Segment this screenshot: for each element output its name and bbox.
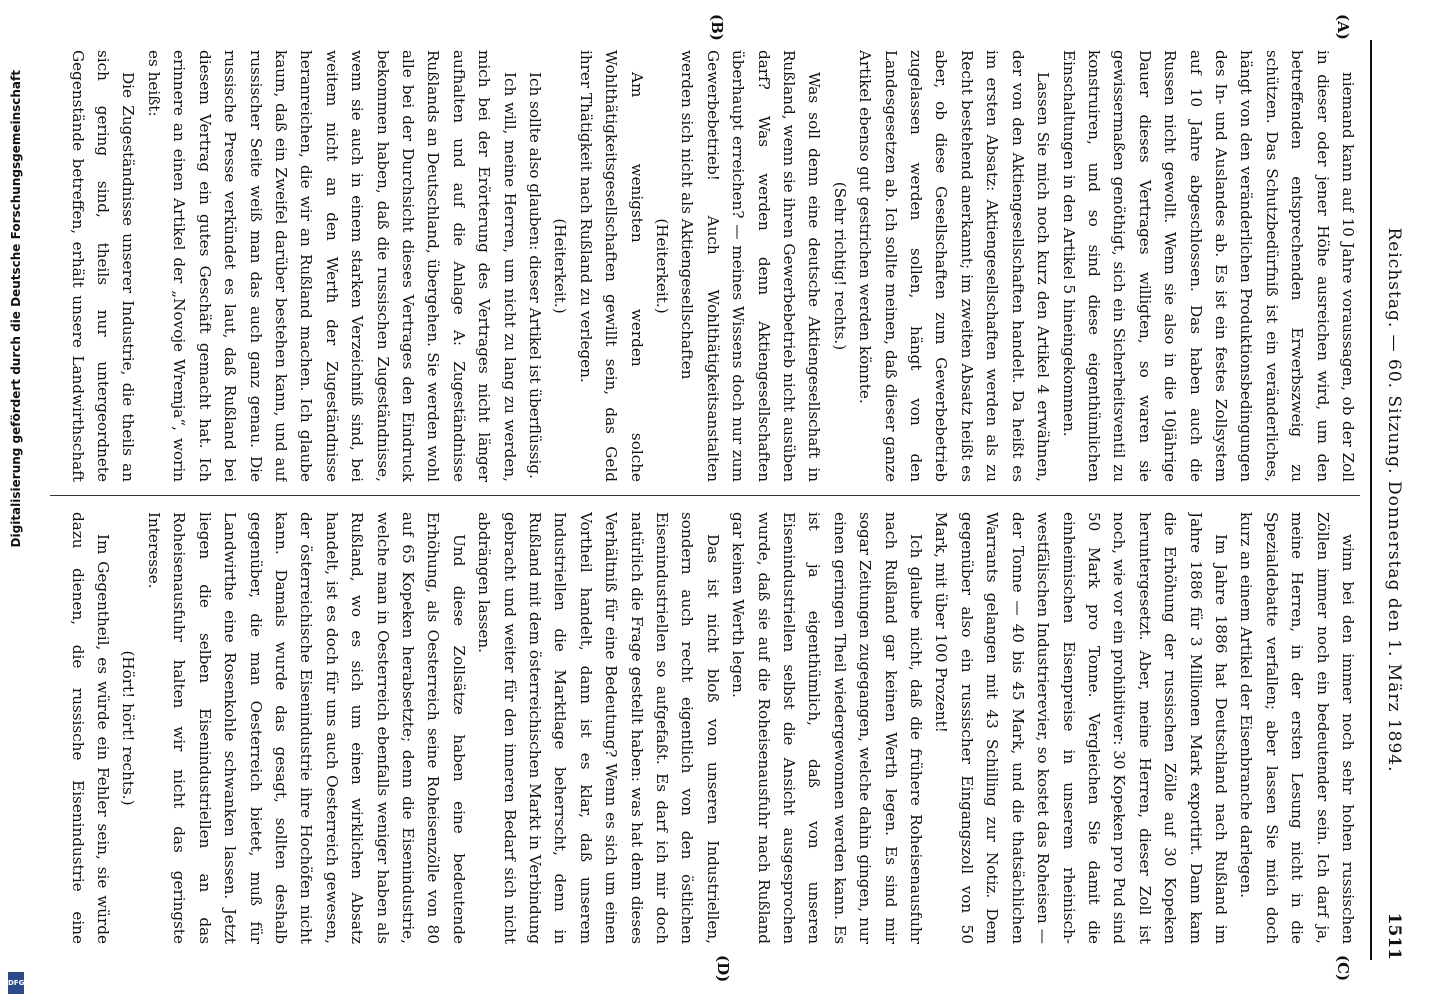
paragraph: niemand kann auf 10 Jahre voraussagen, ob der Zoll in dieser oder jener Höhe ausreichen wird, um den betreffenden entsprechenden Erwerbszweig zu schützen. Das Schutzbedürfniß ist ein veränderliches, hängt von den veränderlichen Produktionsbedingungen des In- und Auslandes ab. Es ist ein festes Zollsystem auf 10 Jahre abgeschlossen. Das haben auch die Russen nicht gewollt. Wenn sie also in die 10jährige Dauer dieses Vertrages willigten, so waren sie gewissermaßen genöthigt, sich ein Sicherheitsventil zu konstruiren, und so sind diese eigenthümlichen Einschaltungen in den Artikel 5 hineingekommen. — [1059, 50, 1357, 482]
marker-b: (B) — [708, 14, 726, 41]
paragraph: Ich sollte also glauben: dieser Artikel ist überflüssig. — [526, 72, 544, 479]
paragraph: (Hört! hört! rechts.) — [119, 650, 138, 806]
page-number: 1511 — [1384, 912, 1404, 960]
paragraph: Im Jahre 1886 hat Deutschland nach Rußland im Jahre 1886 für 3 Millionen Mark exportirt. Dann kam die Erhöhung der russischen Zölle auf 30 Kopeken heruntergesetzt. Aber, meine Herren, dieser Zoll ist noch, wie vor ein prohibitiver: 30 Kopeken pro Pud sind 50 Mark pro Tonne. Vergleichen Sie damit die einheimischen Eisenpreise in unserem rheinisch-westfälischen Industrierevier, so kostet das Roheisen — der Tonne — 40 bis 45 Mark, und die thatsächlichen Warrants gelangen mit 43 Schilling zur Notiz. Dem gegenüber also ein russischer Eingangszoll von 50 Mark, mit über 100 Prozent! — [932, 512, 1230, 944]
marker-c: (C) — [1334, 955, 1352, 982]
paragraph: Was soll denn eine deutsche Aktiengesellschaft in Rußland, wenn sie ihren Gewerbebetrieb nicht ausüben darf? Was werden denn Aktiengesellschaften überhaupt erreichen? — meines Wissens doch nur zum Gewerbebetrieb! Auch Wohlthätigkeitsanstalten werden sich nicht als Aktiengesellschaften — [678, 50, 824, 482]
paragraph: Ich will, meine Herren, um nicht zu lang zu werden, mich bei der Erörterung des Vertrages nicht länger aufhalten und auf die Anlage A: Zugeständnisse Rußlands an Deutschland, übergehen. Sie werden wohl alle bei der Durchsicht dieses Vertrages den Eindruck bekommen haben, daß die russischen Zugeständnisse, wenn sie auch in einem starken Verzeichniß sind, bei weitem nicht an den Werth der Zugeständnisse heranreichen, die wir an Rußland machen. Ich glaube kaum, daß ein Zweifel darüber bestehen kann, und auf russischer Seite weiß man das auch ganz genau. Die russische Presse verkündet es laut, daß Rußland bei diesem Vertrag ein gutes Geschäft gemacht hat. Ich erinnere an einen Artikel der „Novoje Wremja“, worin es heißt: — [144, 50, 519, 482]
paragraph: Und diese Zollsätze haben eine bedeutende Erhöhung, als Oesterreich seine Roheisenzölle von 80 auf 65 Kopeken herabsetzte; denn die Eisenindustrie, welche man in Oesterreich ebenfalls weniger haben als Rußland, wo es sich um einen wirklichen Absatz handelt, ist es doch für uns auch Oesterreich gewesen, der österreichische Eisenindustrie ihre Hochöfen nicht kann. Damals wurde das gesagt, sollten deshalb gegenüber, die man Oesterreich bietet, muß für Landwirthe eine Rosenkohle schwanken lassen. Jetzt liegen die selben Eisenindustriellen an das Roheisenausfuhr halten wir nicht das geringste Interesse. — [144, 512, 468, 944]
paragraph: Ich glaube nicht, daß die frühere Roheisenausfuhr nach Rußland gar keinen Werth legen. Es sind mir sogar Zeitungen zugegangen, welche dahin gingen, nur einen geringen Theil wiedergewonnen werden kann. Es ist ja eigenthümlich, daß von unseren Eisenindustriellen selbst die Ansicht ausgesprochen wurde, daß sie auf die Roheisenausfuhr nach Rußland gar keinen Werth legen. — [729, 512, 926, 944]
marker-a: (A) — [1334, 14, 1352, 40]
column-divider — [50, 495, 1360, 496]
header-title: Reichstag. — 60. Sitzung. Donnerstag den 1. März 1894. — [1384, 227, 1404, 773]
digitization-note-text: Digitalisierung gefördert durch die Deutsche Forschungsgemeinschaft — [9, 70, 23, 548]
digitization-note — [6, 0, 26, 1000]
paragraph: winn bei den immer noch sehr hohen russischen Zöllen immer noch ein bedeutender sein. Ich darf ja, meine Herren, in der ersten Lesung nicht in die Spezialdebatte verfallen; aber lassen Sie mich doch kurz an einem Artikel der Eisenbranche darlegen. — [1237, 512, 1357, 944]
text-column-right — [60, 512, 1360, 944]
marker-d: (D) — [714, 955, 732, 983]
paragraph: (Sehr richtig! rechts.) — [830, 181, 849, 351]
paragraph: Lassen Sie mich noch kurz den Artikel 4 erwähnen, der von den Aktiengesellschaften handelt. Da heißt es im ersten Absatz: Aktiengesellschaften werden als zu Recht bestehend anerkannt; im zweiten Absatz heißt es aber, ob diese Gesellschaften zum Gewerbebetrieb zugelassen werden sollen, hängt von den Landesgesetzen ab. Ich sollte meinen, daß dieser ganze Artikel ebenso gut gestrichen werden könnte. — [856, 50, 1053, 482]
paragraph: (Heiterkeit.) — [653, 218, 672, 314]
paragraph: (Heiterkeit.) — [551, 218, 570, 314]
text-column-left — [60, 50, 1360, 482]
paragraph: Am wenigsten werden solche Wohlthätigkeitsgesellschaften gewillt sein, das Geld ihrer Thätigkeit nach Rußland zu verlegen. — [576, 50, 646, 482]
page-header — [1370, 40, 1410, 960]
dfg-logo — [8, 972, 24, 994]
paragraph: Im Gegentheil, es würde ein Fehler sein, sie würde dazu dienen, die russische Eisenindustrie eine — [68, 512, 113, 944]
paragraph: Das ist nicht bloß von unseren Industriellen, sondern auch recht eigentlich von den östlichen Eisenindustriellen so aufgefaßt. Es darf ich mir doch natürlich die Frage gestellt haben: was hat denn dieses Verhältniß für eine Bedeutung? Wenn es sich um einen Vortheil handelt, dann ist es klar, daß unserem Industriellen die Marktlage beherrscht, denn in Rußland mit dem österreichischen Markt in Verbindung gebracht und weiter für den inneren Bedarf sich nicht abdrängen lassen. — [475, 512, 722, 944]
dfg-logo-text: DFG — [8, 979, 25, 987]
paragraph: Die Zugeständnisse unserer Industrie, die theils an sich gering sind, theils nur untergeordnete Gegenstände betreffen, erhält unsere Landwirthschaft — [68, 50, 138, 482]
